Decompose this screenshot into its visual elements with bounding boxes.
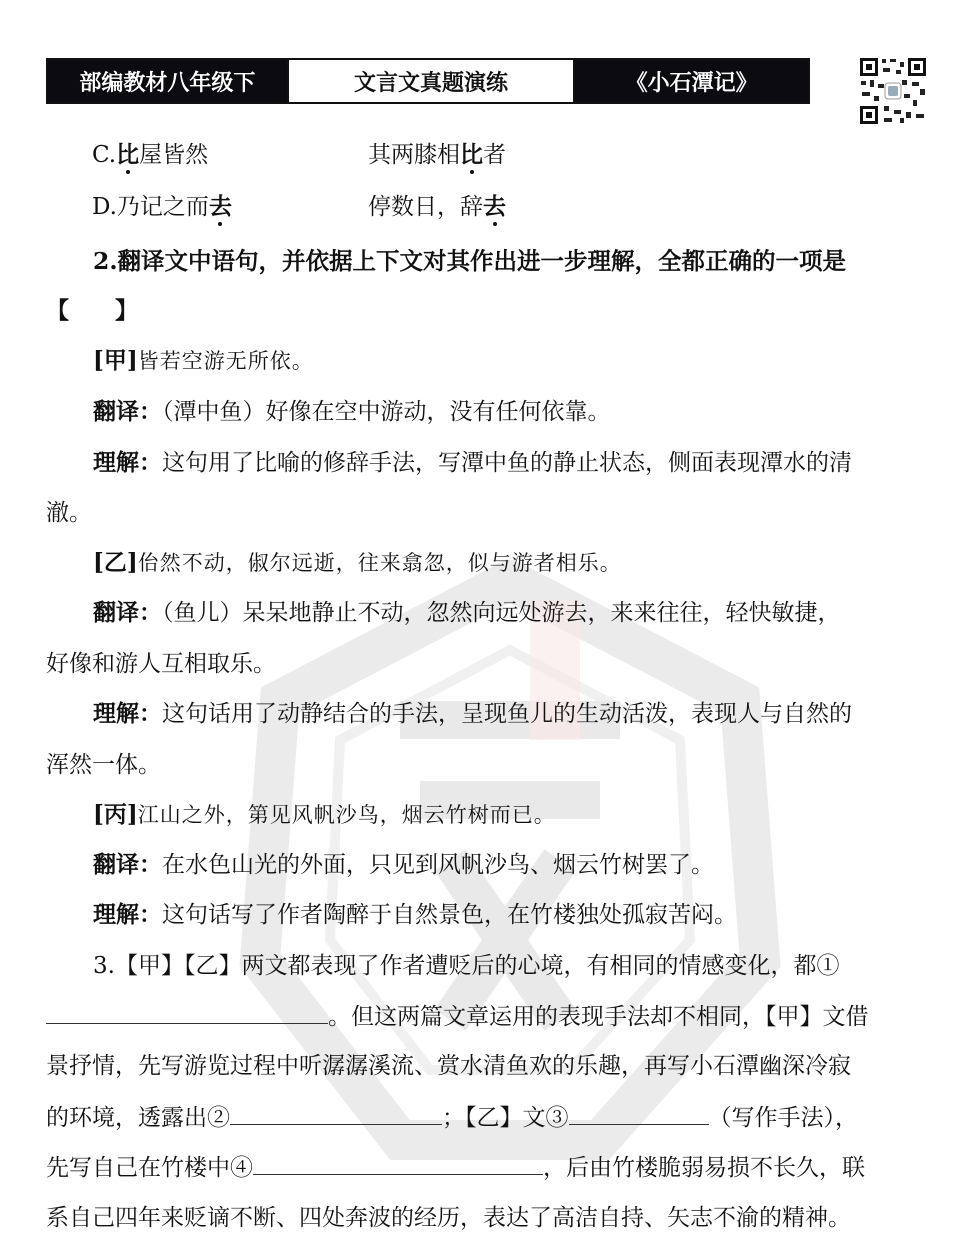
- sentence-b-text: 佁然不动，俶尔远逝，往来翕忽，似与游者相乐。: [137, 551, 622, 575]
- understanding-c-text: 这句话写了作者陶醉于自然景色，在竹楼独处孤寂苦闷。: [162, 902, 737, 928]
- understanding-a-label: 理解：: [93, 449, 162, 476]
- question-3-line-4-c: （写作手法），: [708, 1105, 858, 1131]
- question-3-line-5-a: 先写自己在竹楼中④: [46, 1155, 253, 1181]
- option-c: [92, 140, 208, 170]
- sentence-b: [93, 548, 622, 578]
- sentence-a: [93, 346, 314, 376]
- understanding-c: [93, 900, 737, 930]
- sentence-b-tag: [乙]: [93, 549, 138, 576]
- question-3-line-6: 系自己四年来贬谪不断、四处奔波的经历，表达了高洁自持、矢志不渝的精神。: [46, 1205, 851, 1231]
- translation-c: [93, 850, 714, 880]
- understanding-a: [93, 448, 852, 478]
- understanding-b-text: 这句话用了动静结合的手法，呈现鱼儿的生动活泼，表现人与自然的: [162, 701, 852, 727]
- option-d-pair-pre: 停数日，辞: [368, 194, 483, 220]
- header-lesson: 《小石潭记》: [575, 60, 808, 102]
- question-3-line-2: [46, 1001, 869, 1032]
- translation-b: [93, 598, 841, 628]
- question-3-line-2-text: 。但这两篇文章运用的表现手法却不相同，【甲】文借: [328, 1004, 869, 1030]
- understanding-b-label: 理解：: [93, 700, 162, 727]
- option-c-text: 屋皆然: [139, 142, 209, 168]
- option-d: [92, 192, 232, 222]
- understanding-a-text: 这句用了比喻的修辞手法，写潭中鱼的静止状态，侧面表现潭水的清: [162, 450, 852, 476]
- sentence-c-tag: [丙]: [93, 801, 138, 828]
- qr-code-icon: [858, 56, 928, 126]
- question-3-line-4-a: 的环境，透露出②: [46, 1105, 230, 1131]
- translation-a-label: 翻译：: [93, 398, 162, 425]
- answer-bracket: 【 】: [46, 297, 138, 324]
- option-c-pair: [368, 140, 506, 170]
- question-3-line-4: [46, 1102, 858, 1133]
- option-c-pair-keyword: 比: [460, 141, 483, 168]
- understanding-a-cont: 澈。: [46, 500, 92, 526]
- sentence-c-text: 江山之外，第见风帆沙鸟，烟云竹树而已。: [137, 803, 556, 827]
- sentence-a-text: 皆若空游无所依。: [137, 349, 314, 373]
- understanding-c-label: 理解：: [93, 901, 162, 928]
- option-c-label: C.: [92, 142, 117, 168]
- option-d-pair: [368, 192, 506, 222]
- option-d-pair-keyword: 去: [483, 193, 506, 220]
- translation-b-text: （鱼儿）呆呆地静止不动，忽然向远处游去，来来往往，轻快敏捷，: [162, 600, 841, 626]
- option-d-text: D.乃记之而: [92, 194, 209, 220]
- question-3-line-3: 景抒情，先写游览过程中听潺潺溪流、赏水清鱼欢的乐趣，再写小石潭幽深冷寂: [46, 1053, 851, 1079]
- header-grade: 部编教材八年级下: [48, 60, 287, 102]
- option-c-keyword: 比: [116, 141, 140, 168]
- header-bar: [46, 58, 810, 104]
- header-section: 文言文真题演练: [287, 60, 576, 102]
- question-2-stem: 2.翻译文中语句，并依据上下文对其作出进一步理解，全都正确的一项是: [93, 247, 847, 275]
- translation-a-text: （潭中鱼）好像在空中游动，没有任何依靠。: [162, 399, 611, 425]
- understanding-b: [93, 699, 852, 729]
- question-3-line-4-b: ；【乙】文③: [442, 1105, 569, 1131]
- translation-a: [93, 397, 611, 427]
- answer-blank-4[interactable]: [253, 1152, 543, 1175]
- option-d-keyword: 去: [208, 193, 232, 220]
- answer-blank-1[interactable]: [46, 1001, 328, 1024]
- answer-blank-2[interactable]: [230, 1102, 442, 1125]
- question-3-line-5-b: ，后由竹楼脆弱易损不长久，联: [543, 1155, 865, 1181]
- translation-c-text: 在水色山光的外面，只见到风帆沙鸟、烟云竹树罢了。: [162, 852, 714, 878]
- translation-b-cont: 好像和游人互相取乐。: [46, 651, 276, 677]
- translation-b-label: 翻译：: [93, 599, 162, 626]
- question-3-line-1: 3.【甲】【乙】两文都表现了作者遭贬后的心境，有相同的情感变化，都①: [93, 953, 840, 979]
- understanding-b-cont: 浑然一体。: [46, 752, 161, 778]
- sentence-a-tag: [甲]: [93, 347, 138, 374]
- sentence-c: [93, 800, 556, 830]
- option-c-pair-pre: 其两膝相: [368, 142, 460, 168]
- option-c-pair-post: 者: [483, 142, 506, 168]
- question-3-line-5: [46, 1152, 865, 1183]
- translation-c-label: 翻译：: [93, 851, 162, 878]
- answer-blank-3[interactable]: [569, 1102, 709, 1125]
